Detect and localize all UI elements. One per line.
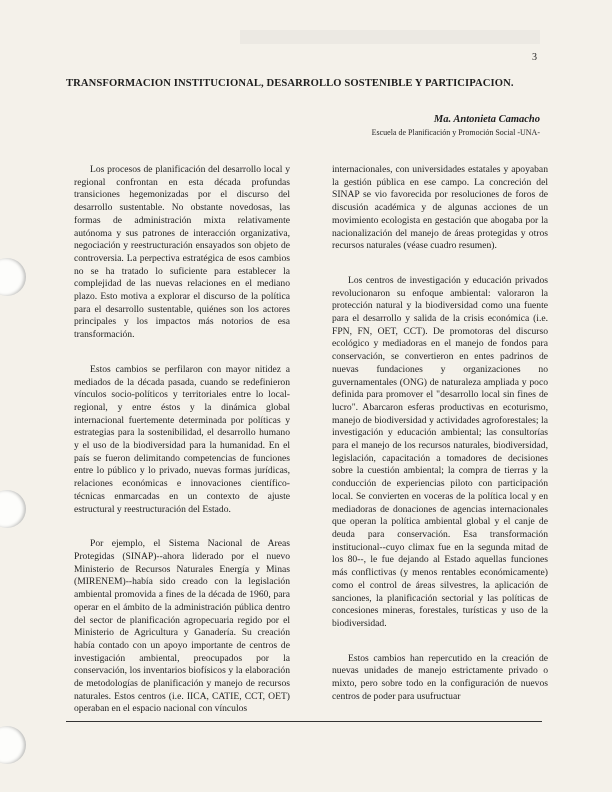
paragraph: Los procesos de planificación del desarrollo local y regional confrontan en esta década profundas transiciones hegemonizadas por el discurso del desarrollo sustentable. No obstante novedosas, las formas de administración mixta relativamente autónoma y sus patrones de interacción organizativa, negociación y reestructuración ensayados son objeto de controversia. La perpectiva estratégica de esos cambios no se ha tratado lo suficiente para establecer la complejidad de las nuevas relaciones en el mediano plazo. Esto motiva a explorar el discurso de la política para el desarrollo sustentable, quiénes son los actores principales y los impactos más notorios de esa transformación. — [74, 164, 290, 341]
author-name: Ma. Antonieta Camacho — [433, 114, 540, 125]
paragraph: internacionales, con universidades estatales y apoyaban la gestión pública en ese campo. La concreción del SINAP se vio favorecida por resoluciones de foros de discusión académica y de algunas acciones de un movimiento ecologista en gestación que abogaba por la nacionalización del manejo de áreas protegidas y otros recursos naturales (véase cuadro resumen). — [332, 164, 548, 252]
left-column — [74, 164, 290, 738]
punch-hole — [0, 726, 26, 764]
punch-hole — [0, 490, 26, 528]
paragraph: Los centros de investigación y educación privados revolucionaron su enfoque ambiental: valoraron la protección natural y la biodiversidad como una fuente para el desarrollo y salida de la crisis económica (i.e. FPN, FN, OET, CCT). De promotoras del discurso ecológico y mediadoras en el manejo de fondos para conservación, se convertieron en entes padrinos de nuevas fundaciones y organizaciones no guvernamentales (ONG) de naturaleza ampliada y poco definida para promover el "desarrollo local sin fines de lucro". Abarcaron esferas productivas en ecoturismo, manejo de biodiversidad y actividades agroforestales; la investigación y educación ambiental; las consultorías para el manejo de los recursos naturales, biodiversidad, legislación, capacitación a tomadores de decisiones sobre la cuestión ambiental; la compra de tierras y la conducción de experiencias piloto con participación local. Se convierten en voceras de la política local y en mediadoras de donaciones de agencias internacionales que operan la política ambiental global y el canje de deuda para conservación. Esa transformación institucional--cuyo climax fue en la segunda mitad de los 80--, le fue dejando al Estado aquellas funciones más conflictivas (y menos rentables económicamente) como el control de áreas silvestres, la aplicación de sanciones, la planificación sectorial y las políticas de concesiones mineras, forestales, turísticas y uso de la biodiversidad. — [332, 274, 548, 629]
paragraph: Estos cambios han repercutido en la creación de nuevas unidades de manejo estrictamente privado o mixto, pero sobre todo en la configuración de nuevos centros de poder para usufructuar — [332, 652, 548, 702]
article-title: TRANSFORMACION INSTITUCIONAL, DESARROLLO SOSTENIBLE Y PARTICIPACION. — [66, 78, 514, 89]
right-column — [332, 164, 548, 725]
punch-hole — [0, 258, 26, 296]
bleed-through — [240, 30, 540, 44]
paragraph: Estos cambios se perfilaron con mayor nitidez a mediados de la década pasada, cuando se redefinieron vínculos socio-políticos y territoriales entre lo local-regional, y entre éstos y la dinámica global internacional fuertemente determinada por políticas y estrategias para la sostenibilidad, el desarrollo humano y el uso de la biodiversidad para la humanidad. En el país se fueron delimitando competencias de funciones entre lo público y lo privado, nuevas formas jurídicas, relaciones económicas e innovaciones científico-técnicas enmarcadas en un contexto de ajuste estructural y reestructuración del Estado. — [74, 363, 290, 515]
paragraph: Por ejemplo, el Sistema Nacional de Areas Protegidas (SINAP)--ahora liderado por el nuevo Ministerio de Recursos Naturales Energía y Minas (MIRENEM)--había sido creado con la legislación ambiental promovida a fines de la década de 1960, para operar en el ámbito de la administración pública dentro del sector de planificación agropecuaria regido por el Ministerio de Agricultura y Ganadería. Su creación había contado con un apoyo importante de centros de investigación ambiental, preocupados por la conservación, los inventarios biofísicos y la elaboración de metodologías de planificación y manejo de recursos naturales. Estos centros (i.e. IICA, CATIE, CCT, OET) operaban en el espacio nacional con vínculos — [74, 538, 290, 715]
footer-rule — [66, 721, 542, 722]
author-affiliation: Escuela de Planificación y Promoción Social -UNA- — [371, 128, 540, 137]
page-number: 3 — [532, 52, 537, 63]
